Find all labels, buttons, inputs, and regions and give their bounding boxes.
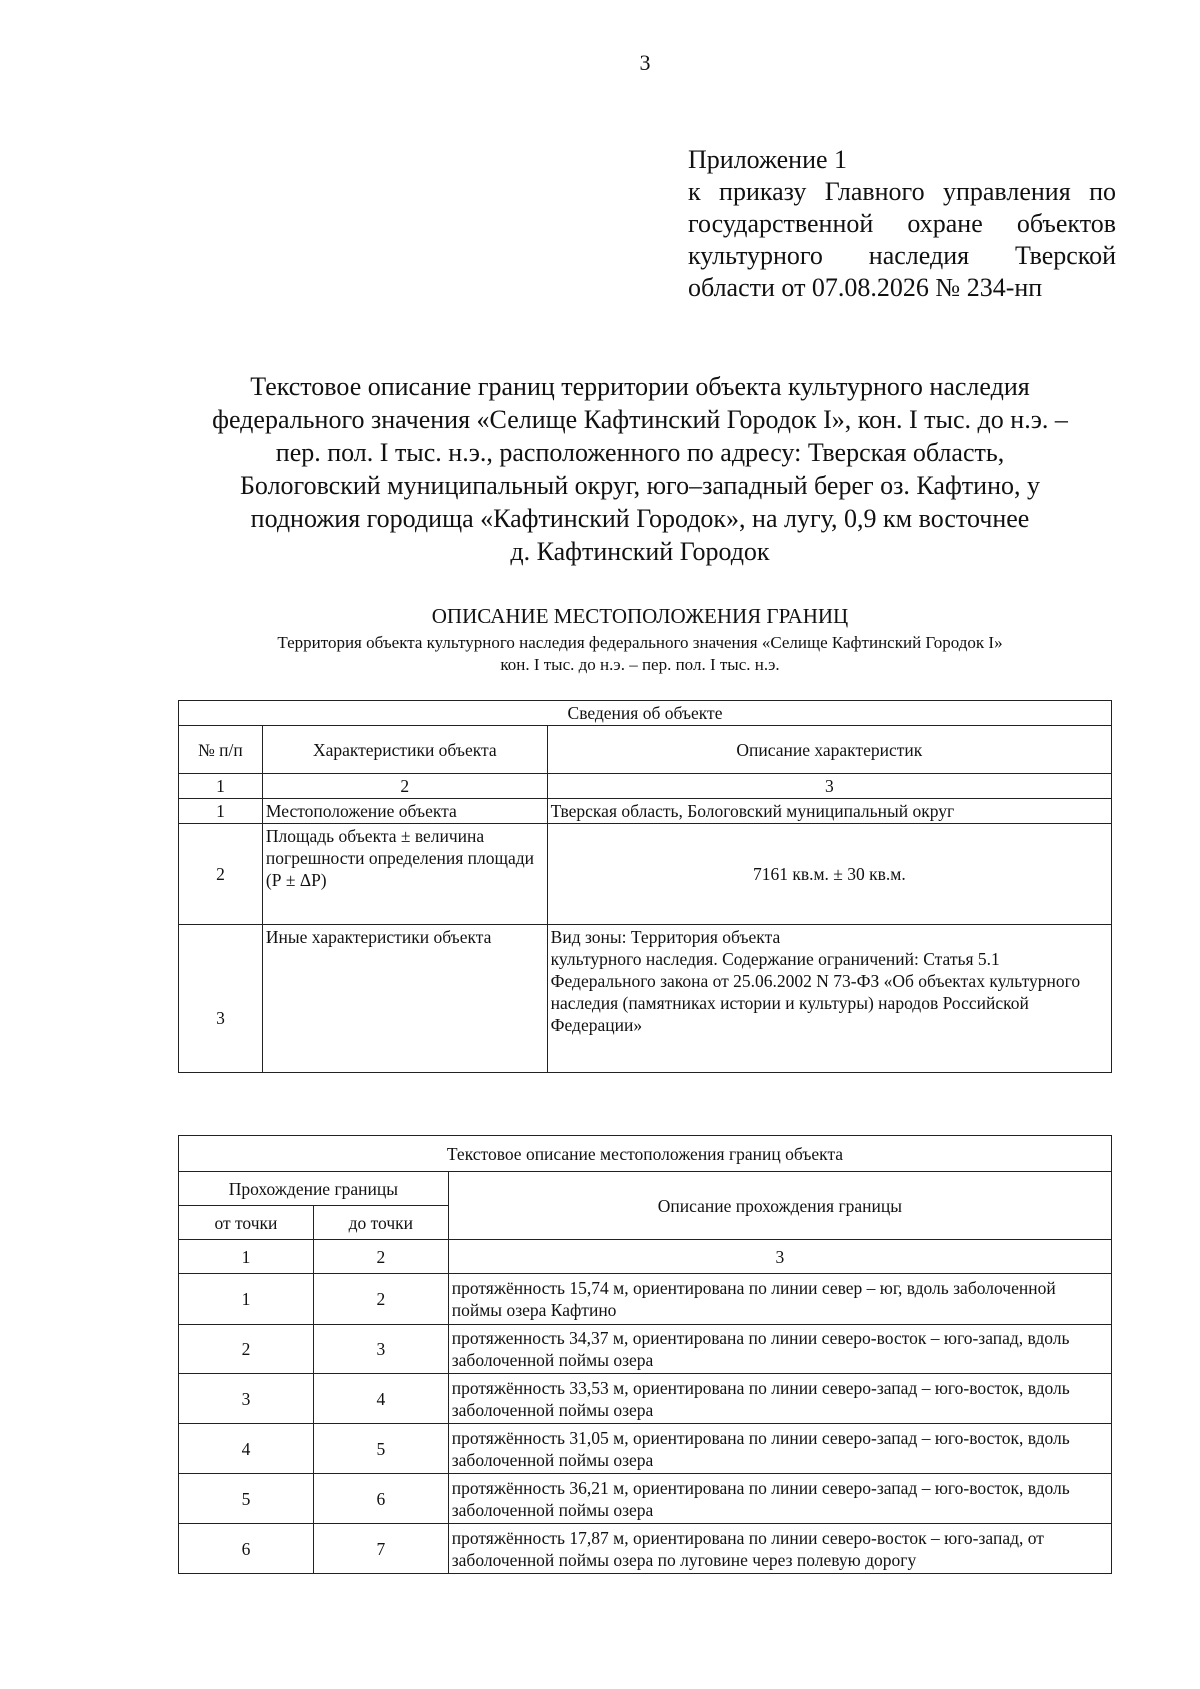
border-description-table [178,1135,1112,1574]
appendix-line: к приказу Главного управления по [688,177,1116,206]
table-caption-row [179,1136,1112,1172]
title-line: подножия городища «Кафтинский Городок», на лугу, 0,9 км восточнее [250,504,1030,533]
table-row [179,1524,1112,1574]
section-title: ОПИСАНИЕ МЕСТОПОЛОЖЕНИЯ ГРАНИЦ [431,604,849,628]
column-header: от точки [179,1206,314,1240]
column-header: Описание прохождения границы [448,1172,1111,1240]
to-point: 2 [313,1274,448,1325]
row-number: 1 [179,799,263,824]
title-line: федерального значения «Селище Кафтинский Городок I», кон. I тыс. до н.э. – [212,405,1068,434]
appendix-block [688,144,1116,304]
border-description: протяжённость 15,74 м, ориентирована по линии север – юг, вдоль заболоченной поймы озера Кафтино [448,1274,1111,1325]
border-description: протяжённость 17,87 м, ориентирована по линии северо-восток – юго-запад, от заболоченной поймы озера по луговине через полевую дорогу [448,1524,1111,1574]
subtitle-line: кон. I тыс. до н.э. – пер. пол. I тыс. н.э. [500,655,780,674]
row-number: 2 [179,824,263,925]
table-row [179,925,1112,1073]
title-line: пер. пол. I тыс. н.э., расположенного по адресу: Тверская область, [275,438,1005,467]
table-row [179,1374,1112,1424]
characteristic-value [547,925,1111,1073]
page-number: 3 [639,50,651,75]
column-number: 2 [262,774,547,799]
from-point: 2 [179,1325,314,1374]
table-row [179,1424,1112,1474]
border-description: протяжённость 36,21 м, ориентирована по линии северо-запад – юго-восток, вдоль заболоченной поймы озера [448,1474,1111,1524]
appendix-line: культурного наследия Тверской [688,241,1116,270]
group-header: Прохождение границы [179,1172,449,1206]
characteristic-name: Площадь объекта ± величина погрешности определения площади (Р ± ΔР) [262,824,547,925]
to-point: 3 [313,1325,448,1374]
to-point: 6 [313,1474,448,1524]
table-header-row [179,726,1112,774]
section-subtitle [160,632,1120,676]
subtitle-line: Территория объекта культурного наследия федерального значения «Селище Кафтинский Городок I» [277,633,1003,652]
table-caption: Сведения об объекте [179,701,1112,726]
from-point: 4 [179,1424,314,1474]
table-header-row [179,1172,1112,1206]
table-row [179,824,1112,925]
table-caption-row [179,701,1112,726]
characteristic-name: Местоположение объекта [262,799,547,824]
characteristic-value: Тверская область, Бологовский муниципальный округ [547,799,1111,824]
from-point: 6 [179,1524,314,1574]
table-row [179,1474,1112,1524]
column-number: 3 [547,774,1111,799]
characteristic-name: Иные характеристики объекта [262,925,547,1073]
table-row [179,1325,1112,1374]
column-header: до точки [313,1206,448,1240]
appendix-line: Приложение 1 [688,145,848,174]
from-point: 3 [179,1374,314,1424]
appendix-line: области от 07.08.2026 № 234-нп [688,273,1043,302]
column-header: № п/п [179,726,263,774]
column-header: Описание характеристик [547,726,1111,774]
border-description: протяжённость 33,53 м, ориентирована по линии северо-запад – юго-восток, вдоль заболоченной поймы озера [448,1374,1111,1424]
from-point: 5 [179,1474,314,1524]
characteristic-value: 7161 кв.м. ± 30 кв.м. [547,824,1111,925]
to-point: 7 [313,1524,448,1574]
border-description: протяжённость 31,05 м, ориентирована по линии северо-запад – юго-восток, вдоль заболоченной поймы озера [448,1424,1111,1474]
value-line: Вид зоны: Территория объекта [550,927,781,947]
border-description: протяженность 34,37 м, ориентирована по линии северо-восток – юго-запад, вдоль заболоченной поймы озера [448,1325,1111,1374]
column-number: 2 [313,1240,448,1274]
object-info-table [178,700,1112,1073]
column-number: 1 [179,774,263,799]
row-number: 3 [179,925,263,1073]
title-line: Текстовое описание границ территории объекта культурного наследия [250,372,1030,401]
table-caption: Текстовое описание местоположения границ объекта [179,1136,1112,1172]
table-number-row [179,1240,1112,1274]
table-row [179,1274,1112,1325]
table-row [179,799,1112,824]
appendix-line: государственной охране объектов [688,209,1116,238]
column-number: 1 [179,1240,314,1274]
from-point: 1 [179,1274,314,1325]
to-point: 5 [313,1424,448,1474]
column-header: Характеристики объекта [262,726,547,774]
table-number-row [179,774,1112,799]
document-title [160,370,1120,568]
column-number: 3 [448,1240,1111,1274]
title-line: д. Кафтинский Городок [510,537,770,566]
value-line: культурного наследия. Содержание ограничений: Статья 5.1 Федерального закона от 25.06.2002 N 73-ФЗ «Об объектах культурного наследия (памятниках истории и культуры) народов Российской Федерации» [550,949,1081,1035]
to-point: 4 [313,1374,448,1424]
title-line: Бологовский муниципальный округ, юго–западный берег оз. Кафтино, у [239,471,1040,500]
